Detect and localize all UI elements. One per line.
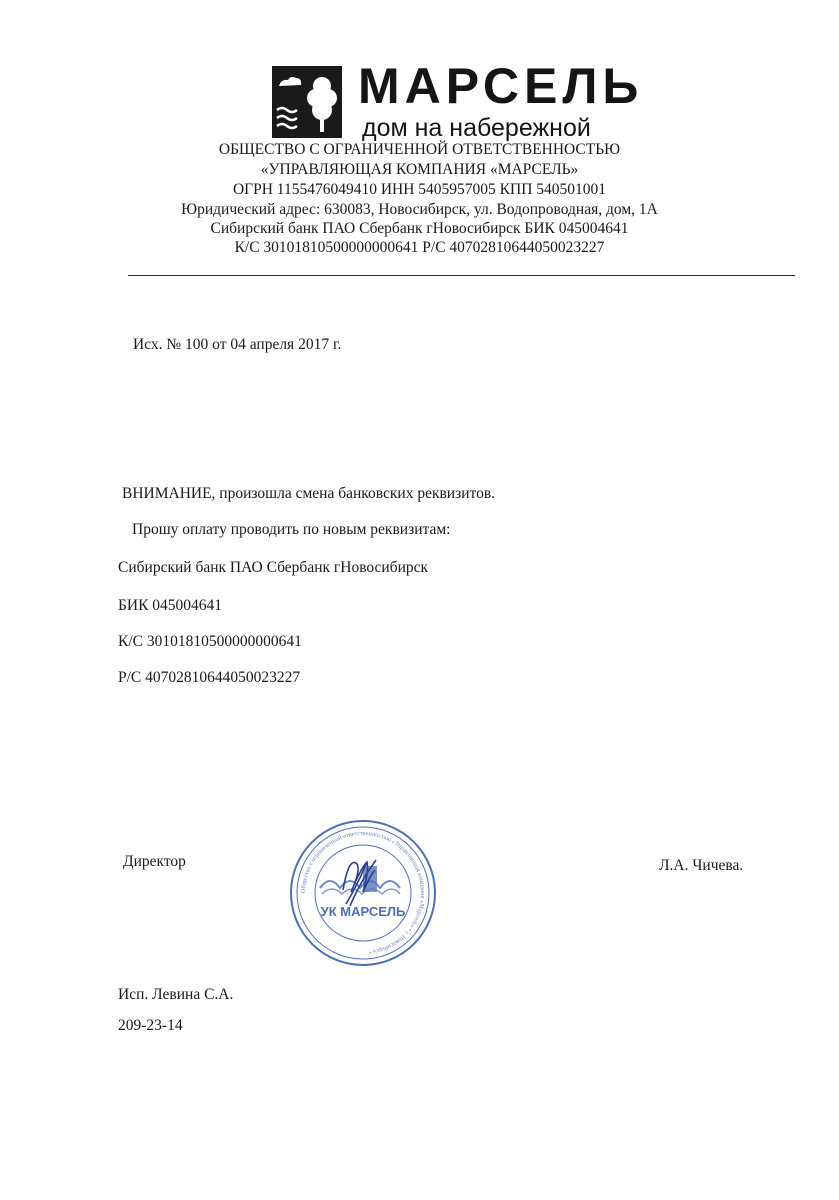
company-registration-numbers: ОГРН 1155476049410 ИНН 5405957005 КПП 540501001 [232,181,607,198]
new-bank-name: Сибирский банк ПАО Сбербанк гНовосибирск [118,559,429,576]
company-short-name: «УПРАВЛЯЮЩАЯ КОМПАНИЯ «МАРСЕЛЬ» [260,161,579,178]
new-settlement-account: Р/С 40702810644050023227 [118,669,301,686]
header-divider [128,275,795,276]
seal-center-text: УК МАРСЕЛЬ [320,904,406,919]
company-legal-address: Юридический адрес: 630083, Новосибирск, ул. Водопроводная, дом, 1А [181,201,658,218]
company-seal [288,818,438,968]
executor-phone: 209-23-14 [118,1017,183,1034]
company-legal-name: ОБЩЕСТВО С ОГРАНИЧЕННОЙ ОТВЕТСТВЕННОСТЬЮ [218,141,621,158]
attention-notice: ВНИМАНИЕ, произошла смена банковских реквизитов. [122,485,496,502]
logo-title: МАРСЕЛЬ [358,58,644,114]
executor-name: Исп. Левина С.А. [118,986,234,1003]
logo-subtitle: дом на набережной [362,114,591,142]
payment-request: Прошу оплату проводить по новым реквизитам: [132,521,451,538]
signatory-position: Директор [123,853,186,870]
signatory-name: Л.А. Чичева. [659,857,744,874]
company-bank: Сибирский банк ПАО Сбербанк гНовосибирск БИК 045004641 [210,220,629,237]
company-accounts: К/С 30101810500000000641 Р/С 40702810644050023227 [234,239,605,256]
outgoing-reference: Исх. № 100 от 04 апреля 2017 г. [133,336,342,353]
svg-text:Общество с ограниченной ответс: Общество с ограниченной ответственностью «Управляющая компания «Марсель» • г. Новосибирск • [299,829,427,956]
new-bik: БИК 045004641 [118,597,223,614]
new-correspondent-account: К/С 30101810500000000641 [118,633,302,650]
logo-emblem-icon [272,66,342,138]
